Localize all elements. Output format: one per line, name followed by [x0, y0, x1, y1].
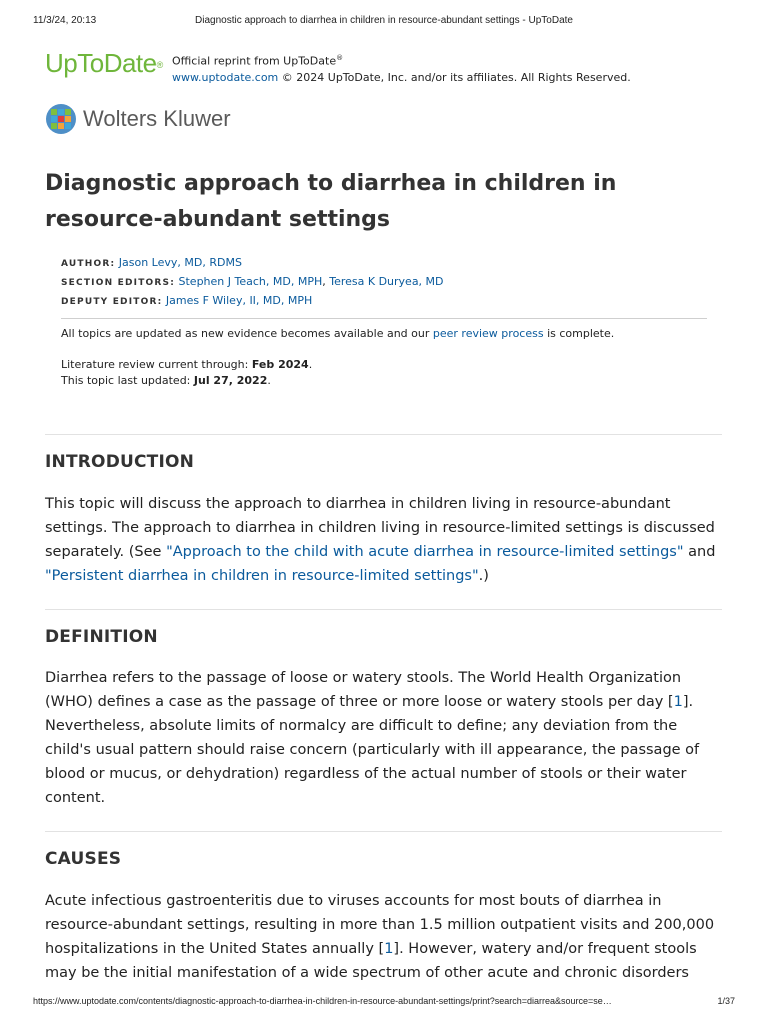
body-text: .): [478, 568, 489, 584]
update-notice: [61, 326, 614, 342]
last-updated-label: This topic last updated:: [61, 374, 194, 387]
section-editor-link[interactable]: Teresa K Duryea, MD: [329, 275, 444, 288]
section-heading-introduction: INTRODUCTION: [45, 452, 195, 472]
wolters-kluwer-globe-icon: [45, 103, 77, 135]
print-datetime: 11/3/24, 20:13: [33, 15, 97, 26]
lit-review-label: Literature review current through:: [61, 358, 252, 371]
body-text: Diarrhea refers to the passage of loose or watery stools. The World Health Organization (WHO) defines a case as the passage of three or more loose or watery stools per day [: [45, 670, 682, 710]
body-text: and: [683, 544, 716, 560]
section-editors-line: SECTION EDITORS: Stephen J Teach, MD, MPH, Teresa K Duryea, MD: [61, 275, 444, 288]
print-header: [33, 15, 735, 29]
print-url: https://www.uptodate.com/contents/diagnostic-approach-to-diarrhea-in-children-in-resource-abundant-settings/print?search=diarrea&source=se…: [33, 996, 612, 1006]
print-page-title: Diagnostic approach to diarrhea in children in resource-abundant settings - UpToDate: [195, 15, 573, 26]
lit-review-date: Feb 2024: [251, 358, 309, 371]
reprint-prefix: Official reprint from UpToDate: [172, 54, 337, 68]
author-line: [61, 254, 444, 273]
deputy-editor-label: DEPUTY EDITOR:: [61, 297, 163, 307]
section-editor-link[interactable]: Stephen J Teach, MD, MPH: [178, 275, 323, 288]
uptodate-site-link[interactable]: www.uptodate.com: [172, 70, 279, 84]
author-link[interactable]: Jason Levy, MD, RDMS: [118, 256, 242, 269]
notice-text: All topics are updated as new evidence becomes available and our: [61, 327, 433, 340]
page-number: 1/37: [717, 996, 735, 1006]
section-heading-definition: DEFINITION: [45, 627, 158, 647]
copyright-text: © 2024 UpToDate, Inc. and/or its affiliates. All Rights Reserved.: [278, 70, 631, 84]
body-text: This topic will discuss the approach to diarrhea in children living in resource-abundant settings. The approach to diarrhea in children living in resource-limited settings is discussed separately. (See: [45, 496, 715, 560]
uptodate-logo[interactable]: [45, 48, 163, 78]
section-divider: [45, 831, 722, 832]
reprint-registered-mark: ®: [336, 54, 344, 62]
article-credits: [61, 254, 444, 311]
deputy-editor-link[interactable]: James F Wiley, II, MD, MPH: [165, 294, 313, 307]
last-updated-date: Jul 27, 2022: [193, 374, 268, 387]
print-footer: [33, 996, 735, 1010]
causes-paragraph: [45, 889, 725, 985]
body-text: ]. However, watery and/or frequent stools may be the initial manifestation of a wide spectrum of other acute and chronic disorders: [45, 941, 697, 981]
wolters-kluwer-text: Wolters Kluwer: [83, 106, 231, 131]
reference-link[interactable]: 1: [673, 694, 683, 710]
introduction-paragraph: [45, 492, 725, 588]
section-divider: [45, 609, 722, 610]
wolters-kluwer-logo: [45, 102, 231, 136]
deputy-editor-line: [61, 292, 444, 311]
uptodate-logo-text: UpToDate: [45, 48, 157, 78]
section-editors-label: SECTION EDITORS:: [61, 278, 176, 288]
topic-link[interactable]: "Persistent diarrhea in children in resource-limited settings": [45, 568, 479, 584]
body-text: Acute infectious gastroenteritis due to viruses accounts for most bouts of diarrhea in resource-abundant settings, resulting in more than 1.5 million outpatient visits and 200,000 hospitalizations in the United States annually [: [45, 893, 715, 957]
article-title: Diagnostic approach to diarrhea in children in resource-abundant settings: [45, 171, 617, 232]
registered-mark: ®: [156, 60, 163, 70]
reprint-notice: [172, 50, 631, 86]
review-dates: Literature review current through: Feb 2024. This topic last updated: Jul 27, 2022.: [61, 358, 313, 387]
body-text: ]. Nevertheless, absolute limits of normalcy are difficult to define; any deviation from the child's usual pattern should raise concern (particularly with ill appearance, the passage of blood or mucus, or dehydration) regardless of the actual number of stools or their water content.: [45, 694, 700, 806]
definition-paragraph: [45, 666, 725, 810]
author-label: AUTHOR:: [61, 259, 116, 269]
reference-link[interactable]: 1: [384, 941, 394, 957]
section-heading-causes: CAUSES: [45, 849, 122, 869]
notice-text-end: is complete.: [543, 327, 615, 340]
topic-link[interactable]: "Approach to the child with acute diarrhea in resource-limited settings": [166, 544, 684, 560]
peer-review-link[interactable]: peer review process: [432, 327, 544, 340]
section-divider: [45, 434, 722, 435]
divider: [61, 318, 707, 319]
